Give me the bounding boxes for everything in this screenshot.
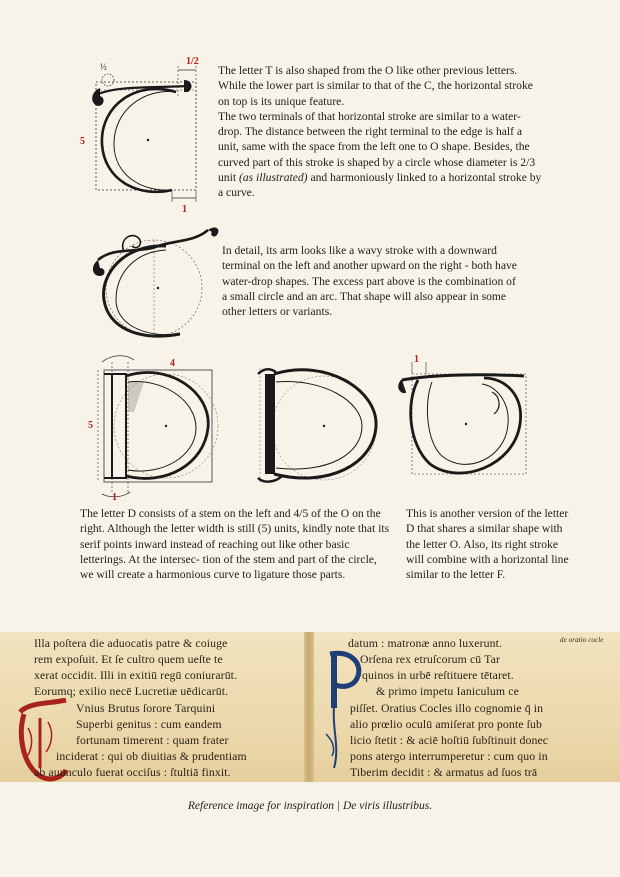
t-height-label: 5 xyxy=(80,136,85,147)
t-half-unit-label: 1/2 xyxy=(186,56,199,67)
ms-margin-note: de oratio cocle xyxy=(560,636,604,644)
ms-left-line: Eorumq; exilio necē Lucretiæ uēdicarūt. xyxy=(34,684,229,698)
ms-right-line: Tiberim decidit : & armatus ad ſuos trā xyxy=(350,765,538,779)
ms-right-line: Orſena rex etruſcorum cū Tar xyxy=(360,652,500,666)
figure-d-variant xyxy=(396,352,536,482)
figure-caption: Reference image for inspiration | De viris illustribus. xyxy=(187,800,433,812)
ms-left-line: rem expoſuit. Et ſe cultro quem ueſte te xyxy=(34,652,223,666)
figure-t-construction xyxy=(78,52,218,215)
ms-right-line: datum : matronæ anno luxerunt. xyxy=(348,636,503,650)
manuscript-reference-image xyxy=(0,632,620,782)
ms-left-line: Superbi genitus : cum eandem xyxy=(76,717,222,731)
d-unit-label: 1 xyxy=(112,492,117,503)
ms-left-line: xerat occidit. Illi in exitiū regū coniurarūt. xyxy=(34,668,238,682)
t-illustrated-note: (as illustrated) xyxy=(238,171,308,185)
manuscript-gutter xyxy=(304,632,314,782)
ms-right-line: & primo impetu Ianiculum ce xyxy=(376,684,519,698)
t-unit-label: 1 xyxy=(182,204,187,215)
figure-d-construction xyxy=(82,352,222,502)
ms-right-line: pons atergo interrumperetur : cum quo in xyxy=(350,749,548,763)
ms-left-line: Vnius Brutus ſororе Tarquini xyxy=(76,701,216,715)
t-terminals-text: The two terminals of that horizontal stroke are similar to a water-drop. The distance between the right terminal to the edge is half a unit, same with the space from the left one to O shape. Besides, the curved part of this stroke is shaped by a circle whose diameter is 2/3 unit xyxy=(218,109,536,185)
ms-left-line: Illa poſtera die aduocatis patre & coiuge xyxy=(34,636,228,650)
d-width-label: 4 xyxy=(170,358,175,369)
d-variant-paragraph: This is another version of the letter D that shares a similar shape with the letter O. Also, its right stroke will combine with a horizontal line similar to the letter F. xyxy=(406,507,569,582)
ms-left-line: ab auunculo fuerat occiſus : ſtultiā finxit. xyxy=(34,765,231,779)
ms-right-line: piſſet. Oratius Cocles illo cognomie q̄ in xyxy=(350,701,544,715)
figure-d-letter xyxy=(246,360,386,490)
t-intro-text: The letter T is also shaped from the O like other previous letters. While the lower part is similar to that of the C, the horizontal stroke on top is its unique feature. xyxy=(218,64,533,108)
d-height-label: 5 xyxy=(88,420,93,431)
ms-right-line: alio prœlio oculū amiſerat pro ponte ſub xyxy=(350,717,543,731)
ms-right-line: quinos in urbē reſtituere tētaret. xyxy=(362,668,514,682)
d-variant-unit-label: 1 xyxy=(414,354,419,365)
t-intro-paragraph xyxy=(218,63,543,201)
t-third-unit-label: ⅓ xyxy=(100,62,107,72)
t-arm-paragraph: In detail, its arm looks like a wavy stroke with a downward terminal on the left and another upward on the right - both have water-drop shapes. The excess part above is the combination of a small circle and an arc. That shape will also appear in some other letters or variants. xyxy=(222,244,517,319)
ms-left-line: inciderat : qui ob diuitias & prudentiam xyxy=(56,749,247,763)
t-terminals-text-end: and harmoniously linked to a horizontal stroke by a curve. xyxy=(218,171,542,200)
ms-right-line: licio ſtetit : & aciē hoſtiū ſubſtinuit donec xyxy=(350,733,549,747)
d-main-paragraph: The letter D consists of a stem on the left and 4/5 of the O on the right. Although the letter width is still (5) units, kindly note that its serif points inward instead of reaching out like other basic letterings. At the intersec- tion of the stem and part of the circle, we will create a harmonious curve to ligature those parts. xyxy=(80,507,390,582)
ms-left-line: fortunam timerent : quam frater xyxy=(76,733,229,747)
figure-t-arm xyxy=(84,222,224,342)
